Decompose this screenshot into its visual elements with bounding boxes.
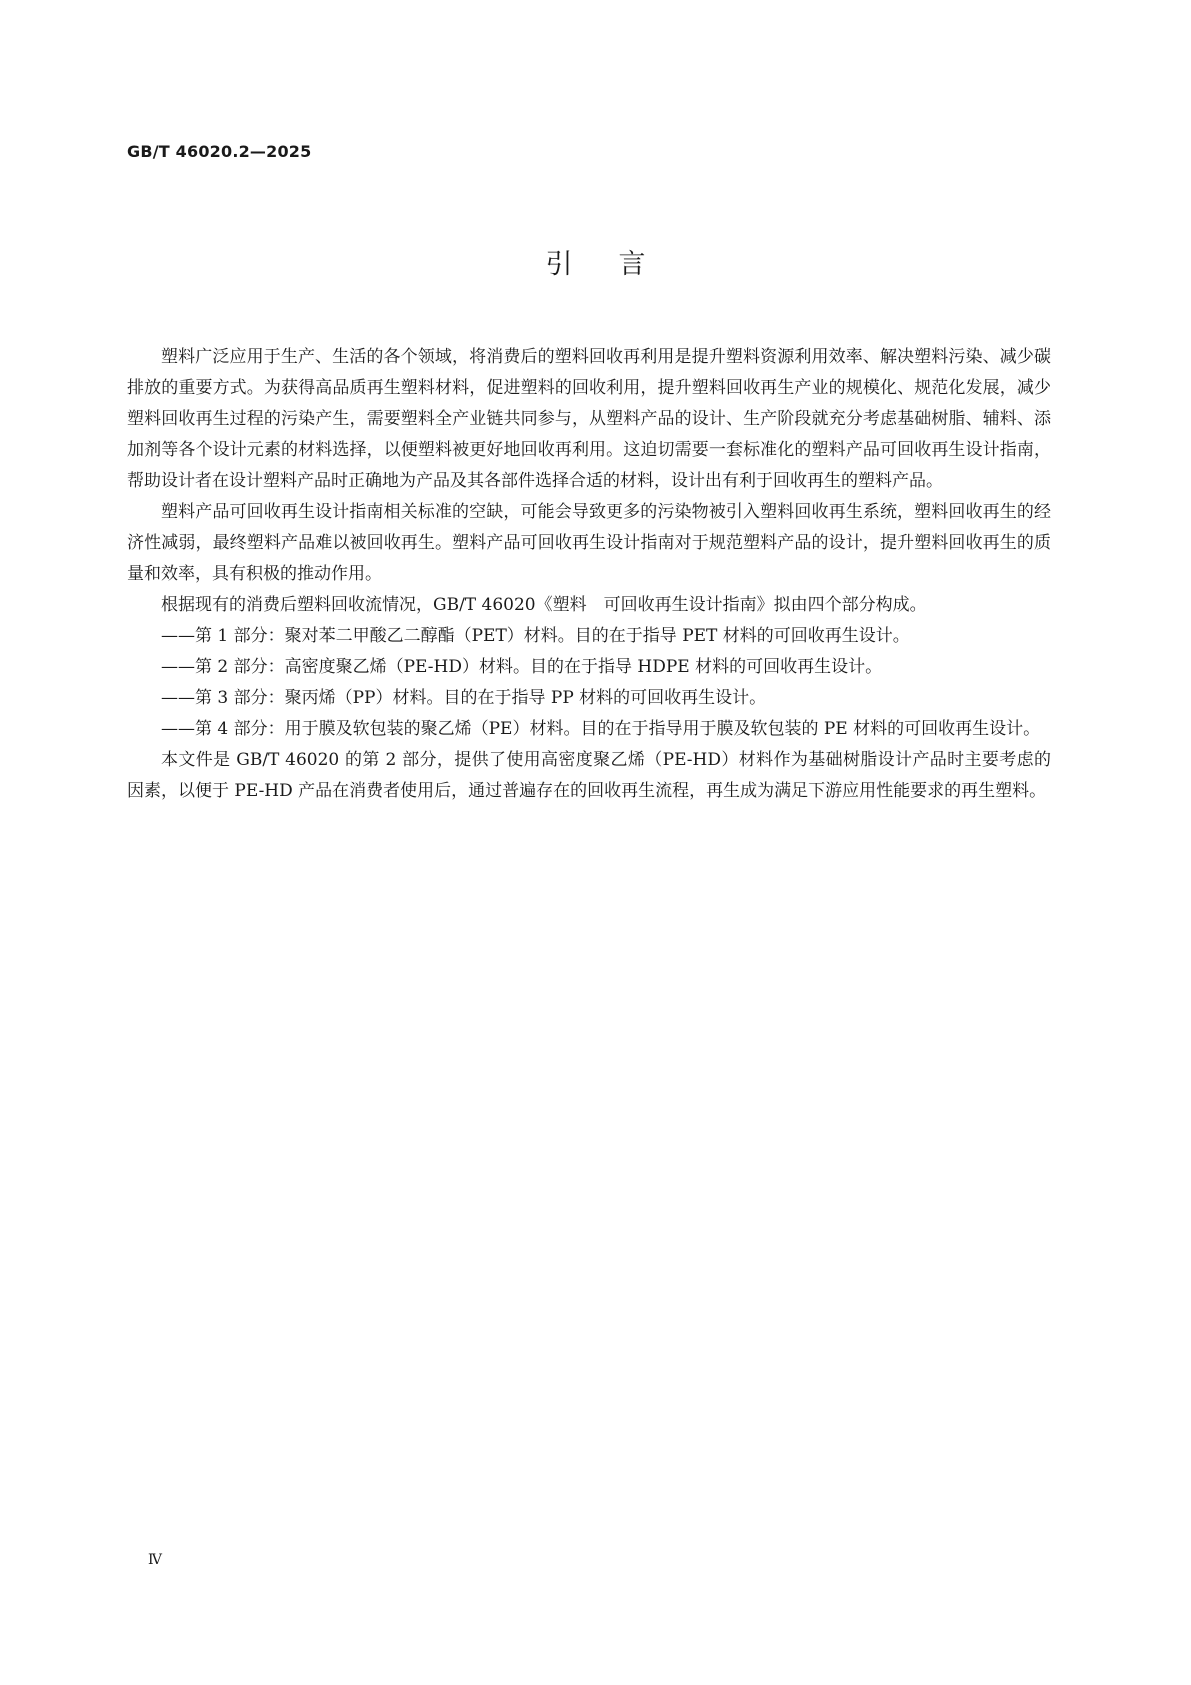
part-list-item: ——第 3 部分：聚丙烯（PP）材料。目的在于指导 PP 材料的可回收再生设计。 [161,688,767,708]
part-list-item: ——第 2 部分：高密度聚乙烯（PE-HD）材料。目的在于指导 HDPE 材料的可回收再生设计。 [161,657,883,677]
intro-paragraph: 塑料广泛应用于生产、生活的各个领域，将消费后的塑料回收再利用是提升塑料资源利用效率、解决塑料污染、减少碳排放的重要方式。为获得高品质再生塑料材料，促进塑料的回收利用，提升塑料回收再生产业的规模化、规范化发展，减少塑料回收再生过程的污染产生，需要塑料全产业链共同参与，从塑料产品的设计、生产阶段就充分考虑基础树脂、辅料、添加剂等各个设计元素的材料选择，以便塑料被更好地回收再利用。这迫切需要一套标准化的塑料产品可回收再生设计指南，帮助设计者在设计塑料产品时正确地为产品及其各部件选择合适的材料，设计出有利于回收再生的塑料产品。 [127,347,1051,491]
part-list-item: ——第 1 部分：聚对苯二甲酸乙二醇酯（PET）材料。目的在于指导 PET 材料的可回收再生设计。 [161,626,910,646]
page-number: Ⅳ [148,1552,162,1568]
closing-paragraph: 本文件是 GB/T 46020 的第 2 部分，提供了使用高密度聚乙烯（PE-HD）材料作为基础树脂设计产品时主要考虑的因素，以便于 PE-HD 产品在消费者使用后，通过普遍存在的回收再生流程，再生成为满足下游应用性能要求的再生塑料。 [127,750,1051,801]
intro-paragraph: 塑料产品可回收再生设计指南相关标准的空缺，可能会导致更多的污染物被引入塑料回收再生系统，塑料回收再生的经济性减弱，最终塑料产品难以被回收再生。塑料产品可回收再生设计指南对于规范塑料产品的设计，提升塑料回收再生的质量和效率，具有积极的推动作用。 [127,502,1051,584]
page-title: 引言 [545,249,692,280]
introduction-body [127,342,1051,807]
part-list-item: ——第 4 部分：用于膜及软包装的聚乙烯（PE）材料。目的在于指导用于膜及软包装的 PE 材料的可回收再生设计。 [161,719,1041,739]
standard-code: GB/T 46020.2—2025 [127,142,312,161]
intro-paragraph: 根据现有的消费后塑料回收流情况，GB/T 46020《塑料 可回收再生设计指南》拟由四个部分构成。 [161,595,927,615]
